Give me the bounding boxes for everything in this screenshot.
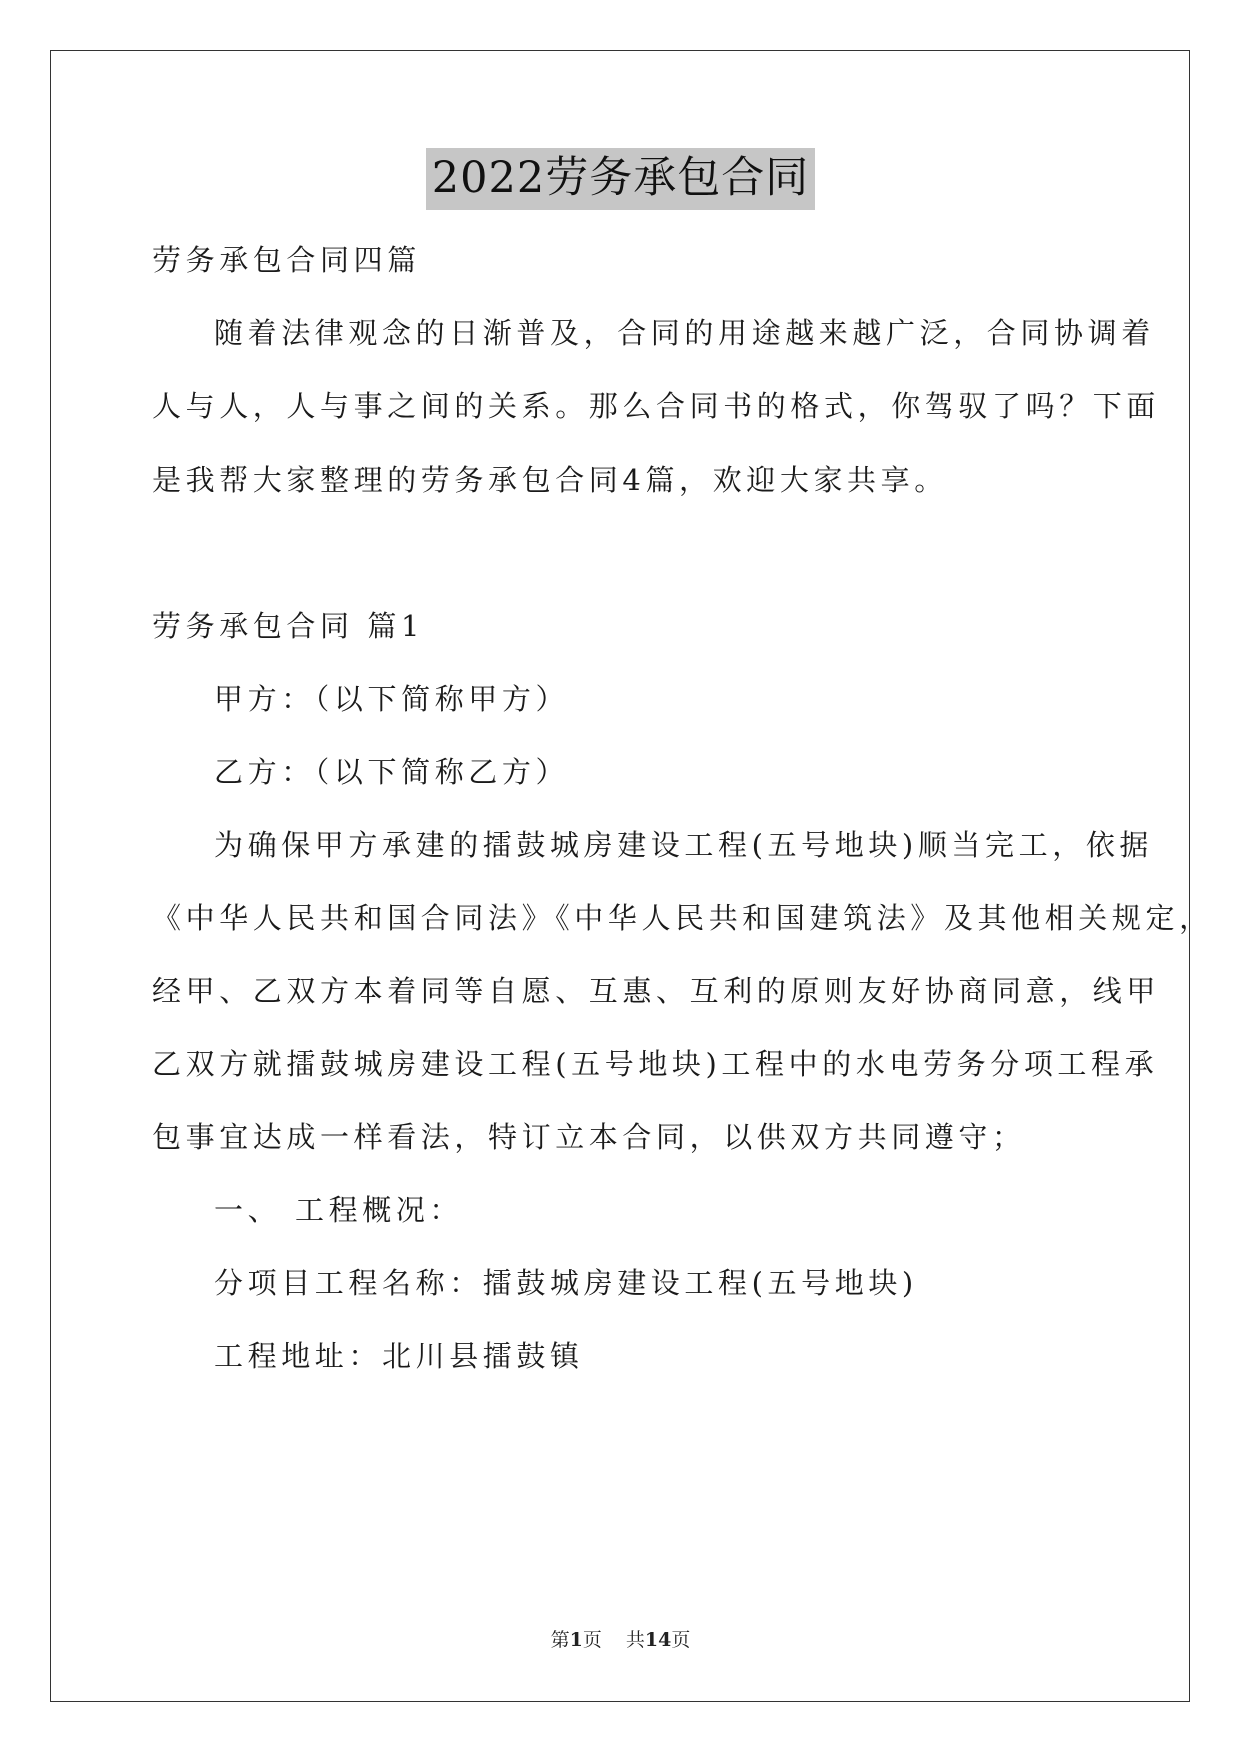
paragraph-line: 乙双方就擂鼓城房建设工程(五号地块)工程中的水电劳务分项工程承 [152, 1047, 1159, 1081]
page-unit: 页 [582, 1629, 602, 1651]
page-footer [0, 1627, 1241, 1653]
page-prefix: 第 [550, 1629, 570, 1651]
subtitle-line: 劳务承包合同四篇 [152, 243, 421, 277]
clause-heading: 一、 工程概况： [214, 1193, 464, 1227]
paragraph-line: 随着法律观念的日渐普及，合同的用途越来越广泛，合同协调着 [214, 316, 1155, 350]
paragraph-line: 是我帮大家整理的劳务承包合同4篇，欢迎大家共享。 [152, 463, 948, 497]
party-b-line: 乙方：（以下简称乙方） [214, 755, 570, 789]
page-total: 14 [644, 1629, 672, 1651]
total-prefix: 共 [625, 1629, 645, 1651]
paragraph-line: 包事宜达成一样看法，特订立本合同，以供双方共同遵守； [152, 1120, 1026, 1154]
paragraph-line: 为确保甲方承建的擂鼓城房建设工程(五号地块)顺当完工，依据 [214, 828, 1154, 862]
title-container [0, 148, 1241, 210]
paragraph-line: 经甲、乙双方本着同等自愿、互惠、互利的原则友好协商同意，线甲 [152, 974, 1161, 1008]
paragraph-line: 人与人，人与事之间的关系。那么合同书的格式，你驾驭了吗？下面 [152, 389, 1161, 423]
party-a-line: 甲方：（以下简称甲方） [214, 682, 570, 716]
project-name-line: 分项目工程名称：擂鼓城房建设工程(五号地块) [214, 1266, 918, 1300]
paragraph-line: 《中华人民共和国合同法》《中华人民共和国建筑法》及其他相关规定， [152, 901, 1213, 935]
section-heading: 劳务承包合同 篇1 [152, 609, 425, 643]
page-current: 1 [569, 1629, 583, 1651]
document-title: 2022劳务承包合同 [426, 148, 815, 210]
page-border [50, 50, 1190, 1702]
total-unit: 页 [671, 1629, 691, 1651]
project-address-line: 工程地址：北川县擂鼓镇 [214, 1339, 584, 1373]
